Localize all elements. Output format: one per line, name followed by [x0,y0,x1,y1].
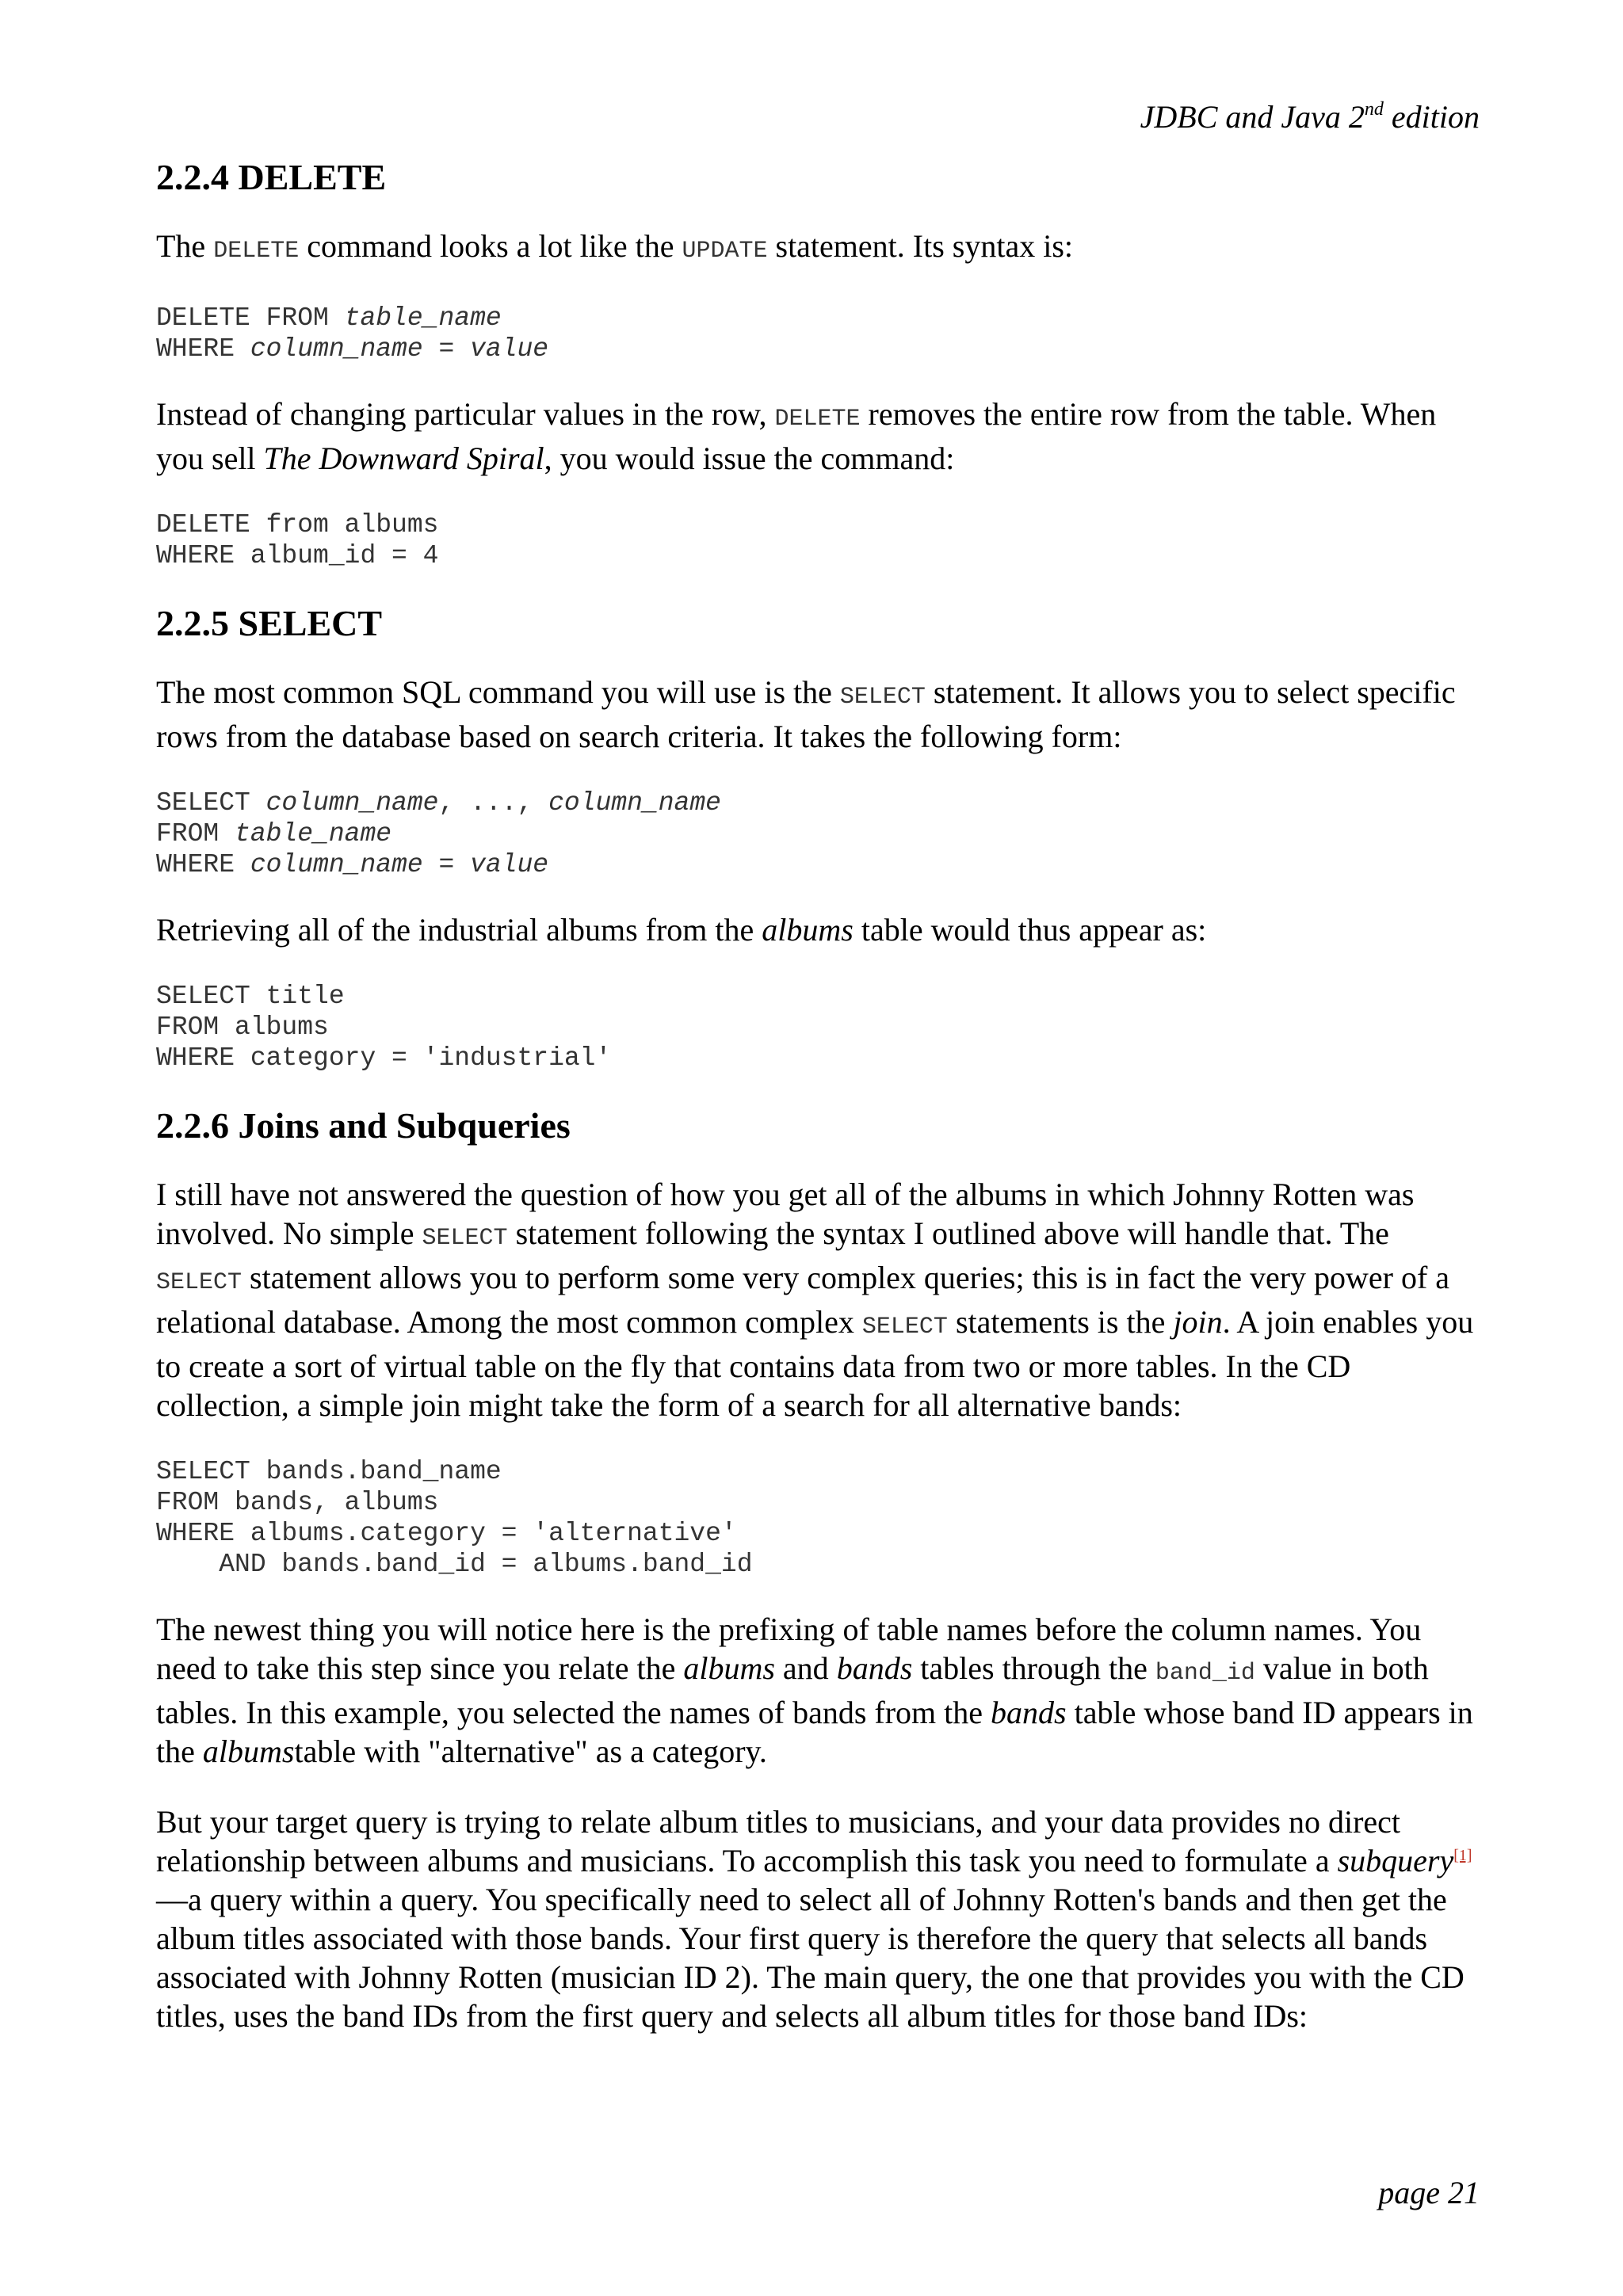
text-run: table with "alternative" as a category. [294,1733,767,1769]
table-name: albums [683,1650,775,1686]
text-run: . A join enables you to create a sort of virtual table on the fly that contains data from two or more tables. In the CD collection, a simple join might take the form of a search for all alternative bands: [156,1304,1474,1423]
code-text: DELETE FROM [156,303,345,333]
text-run: table whose band ID appears in the [156,1695,1473,1769]
text-run: value in both tables. In this example, you selected the names of bands from the [156,1650,1429,1730]
section-heading-joins: 2.2.6 Joins and Subqueries [156,1105,571,1146]
header-title-suffix: edition [1383,99,1480,135]
delete-example-code: DELETE from albums WHERE album_id = 4 [156,510,439,570]
section-heading-delete: 2.2.4 DELETE [156,157,387,197]
text-run: , you would issue the command: [544,441,955,476]
text-run: Instead of changing particular values in the row, [156,396,775,432]
footnote-link[interactable]: [1] [1453,1847,1472,1864]
text-run: statement. Its syntax is: [767,228,1074,264]
text-run: Retrieving all of the industrial albums from the [156,912,762,948]
page-number: page 21 [1378,2175,1480,2210]
code-placeholder: column_name [250,334,423,364]
text-run: I still have not answered the question of how you get all of the albums in which Johnny Rotten was involved. No simple [156,1177,1415,1251]
text-run: statements is the [947,1304,1174,1340]
delete-syntax-code [156,303,1480,364]
text-run: statement allows you to perform some very complex queries; this is in fact the very power of a relational database. Among the most common complex [156,1260,1450,1340]
code-placeholder: value [470,850,549,879]
text-run: The most common SQL command you will use is the [156,674,840,710]
select-syntax-code [156,788,1480,880]
emphasized-term: subquery [1337,1843,1454,1878]
text-run: removes the entire row from the table. When you sell [156,396,1437,476]
text-run: The newest thing you will notice here is the prefixing of table names before the column names. You need to take this step since you relate the [156,1611,1422,1686]
select-explanation-paragraph [156,910,1480,949]
table-name: albums [202,1733,295,1769]
code-operator: = [422,850,471,879]
text-run: statement following the syntax I outlined above will handle that. The [507,1215,1389,1251]
inline-code: DELETE [213,238,300,265]
code-text: , ..., [438,788,549,818]
code-text: WHERE [156,334,250,364]
code-placeholder: table_name [344,303,502,333]
inline-code: DELETE [774,406,861,433]
table-name: bands [836,1650,913,1686]
delete-intro-paragraph [156,227,1480,271]
text-run: statement. It allows you to select specific rows from the database based on search criteria. It takes the following form: [156,674,1456,754]
inline-code: UPDATE [682,238,768,265]
subquery-paragraph [156,1802,1480,2035]
code-placeholder: column_name [250,850,423,879]
code-placeholder: column_name [265,788,439,818]
section-heading-select: 2.2.5 SELECT [156,603,383,643]
header-superscript: nd [1364,99,1384,120]
join-example-code: SELECT bands.band_name FROM bands, albums WHERE albums.category = 'alternative' AND bands.band_id = albums.band_id [156,1457,753,1579]
inline-code: SELECT [839,684,926,711]
inline-code: SELECT [861,1314,948,1341]
joins-explanation-paragraph [156,1610,1480,1771]
code-text: FROM [156,819,235,849]
delete-explanation-paragraph [156,395,1480,478]
table-name: albums [762,912,854,948]
running-header [1140,97,1480,138]
code-placeholder: column_name [548,788,721,818]
text-run: table would thus appear as: [853,912,1207,948]
page-content [156,155,1480,2067]
select-example-code: SELECT title FROM albums WHERE category = 'industrial' [156,982,612,1073]
code-placeholder: value [470,334,549,364]
album-title: The Downward Spiral [263,441,544,476]
table-name: bands [991,1695,1067,1730]
code-operator: = [422,334,471,364]
text-run: tables through the [912,1650,1155,1686]
text-run: But your target query is trying to relate album titles to musicians, and your data provides no direct relationship between albums and musicians. To accomplish this task you need to formulate a [156,1804,1401,1878]
code-text: SELECT [156,788,266,818]
document-page [156,0,1480,2296]
select-intro-paragraph [156,673,1480,756]
text-run: and [774,1650,837,1686]
text-run: —a query within a query. You specifically need to select all of Johnny Rotten's bands and then get the album titles associated with those bands. Your first query is therefore the query that selects all bands associated with Johnny Rotten (musician ID 2). The main query, the one that provides you with the CD titles, uses the band IDs from the first query and selects all album titles for those band IDs: [156,1882,1465,2034]
code-text: WHERE [156,850,250,879]
text-run: command looks a lot like the [299,228,682,264]
inline-code: SELECT [422,1225,508,1252]
code-placeholder: table_name [235,819,392,849]
emphasized-term: join [1173,1304,1223,1340]
joins-intro-paragraph [156,1175,1480,1425]
text-run: The [156,228,214,264]
inline-code: band_id [1155,1660,1255,1687]
header-title: JDBC and Java 2 [1140,99,1365,135]
inline-code: SELECT [156,1269,242,1296]
